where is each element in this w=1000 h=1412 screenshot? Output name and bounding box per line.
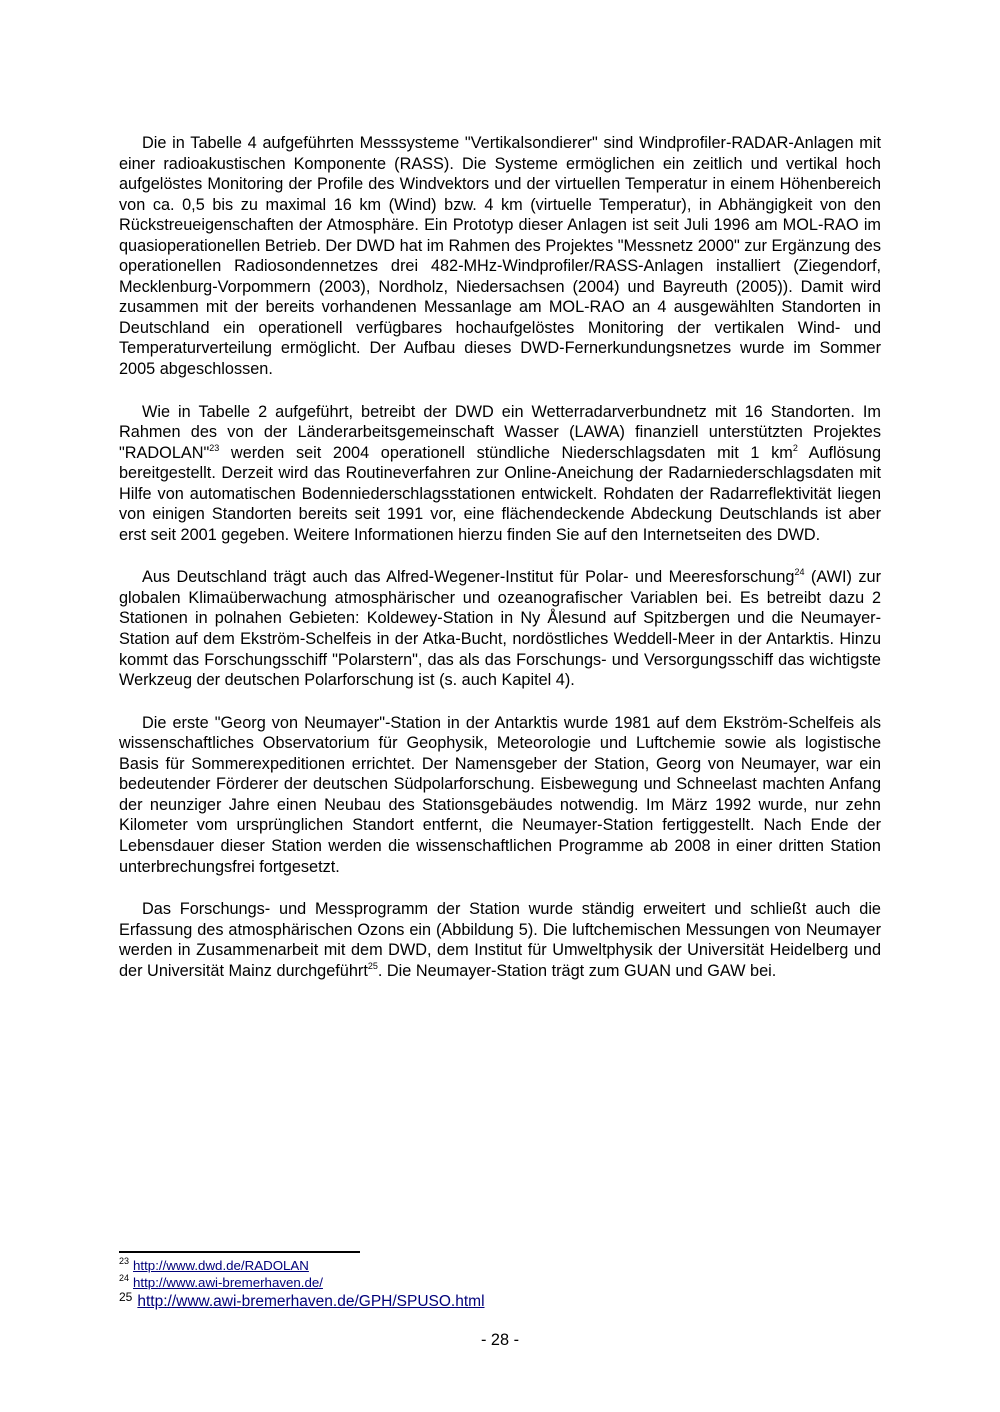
footnote-link-spuso[interactable]: http://www.awi-bremerhaven.de/GPH/SPUSO.html xyxy=(137,1293,485,1310)
footnote-number: 24 xyxy=(119,1273,130,1283)
paragraph-text: Die erste "Georg von Neumayer"-Station in der Antarktis wurde 1981 auf dem Ekström-Schelfeis als wissenschaftliches Observatorium für Geophysik, Meteorologie und Luftchemie sowie als logistische Basis für Sommerexpeditionen errichtet. Der Namensgeber der Station, Georg von Neumayer, war ein bedeutender Förderer der deutschen Südpolarforschung. Eisbewegung und Schneelast machten Anfang der neunziger Jahre einen Neubau des Stationsgebäudes notwendig. Im März 1992 wurde, nur zehn Kilometer vom ursprünglichen Standort entfernt, die Neumayer-Station fertiggestellt. Nach Ende der Lebensdauer dieser Station werden die wissenschaftlichen Programme ab 2008 in einer dritten Station unterbrechungsfrei fortgesetzt. xyxy=(119,713,881,876)
paragraph-neumayer-station xyxy=(119,713,881,877)
superscript-squared: 2 xyxy=(792,442,798,453)
footnote-25 xyxy=(119,1290,719,1311)
footnote-number: 23 xyxy=(119,1256,130,1266)
footnote-24 xyxy=(119,1275,719,1292)
paragraph-text: . Die Neumayer-Station trägt zum GUAN und GAW bei. xyxy=(377,961,777,980)
page-number: - 28 - xyxy=(480,1331,519,1349)
paragraph-text: Das Forschungs- und Messprogramm der Station wurde ständig erweitert und schließt auch die Erfassung des atmosphärischen Ozons ein (Abbildung 5). Die luftchemischen Messungen von Neumayer werden in Zusammenarbeit mit dem DWD, dem Institut für Umweltphysik der Universität Heidelberg und der Universität Mainz durchgeführt xyxy=(119,900,881,980)
paragraph-messprogramm xyxy=(119,899,881,981)
paragraph-awi xyxy=(119,567,881,690)
paragraph-text: Aus Deutschland trägt auch das Alfred-Wegener-Institut für Polar- und Meeresforschung xyxy=(142,568,795,587)
paragraph-text: werden seit 2004 operationell stündliche Niederschlagsdaten mit 1 km xyxy=(219,443,793,462)
paragraph-text: Auflösung bereitgestellt. Derzeit wird das Routineverfahren zur Online-Aneichung der Radarniederschlagsdaten mit Hilfe von automatischen Bodenniederschlagsstationen entwickelt. Rohdaten der Radarreflektivität liegen von einigen Standorten bereits seit 1991 vor, eine flächendeckende Abdeckung Deutschlands ist aber erst seit 2001 gegeben. Weitere Informationen hierzu finden Sie auf den Internetseiten des DWD. xyxy=(119,443,881,544)
footnotes xyxy=(119,1258,719,1311)
footnote-ref-25[interactable]: 25 xyxy=(367,960,378,971)
paragraph-wetterradar xyxy=(119,402,881,546)
body-text xyxy=(119,133,881,1003)
footnote-number: 25 xyxy=(119,1290,133,1304)
footnote-ref-23[interactable]: 23 xyxy=(209,442,220,453)
footnote-separator xyxy=(119,1251,360,1253)
paragraph-text: (AWI) zur globalen Klimaüberwachung atmosphärischer und ozeanografischer Variablen bei. Es betreibt dazu 2 Stationen in polnahen Gebieten: Koldewey-Station in Ny Ålesund auf Spitzbergen und die Neumayer-Station auf dem Ekström-Schelfeis in der Atka-Bucht, nordöstliches Weddell-Meer in der Antarktis. Hinzu kommt das Forschungsschiff "Polarstern", das als das Forschungs- und Versorgungsschiff das wichtigste Werkzeug der deutschen Polarforschung ist (s. auch Kapitel 4). xyxy=(119,568,881,690)
footnote-23 xyxy=(119,1258,719,1275)
footnote-link-radolan[interactable]: http://www.dwd.de/RADOLAN xyxy=(133,1258,309,1273)
footnote-link-awi[interactable]: http://www.awi-bremerhaven.de/ xyxy=(133,1275,323,1290)
paragraph-vertikalsondierer xyxy=(119,133,881,380)
paragraph-text: Wie in Tabelle 2 aufgeführt, betreibt der DWD ein Wetterradarverbundnetz mit 16 Standorten. Im Rahmen des von der Länderarbeitsgemeinschaft Wasser (LAWA) finanziell unterstützten Projektes "RADOLAN" xyxy=(119,402,881,462)
paragraph-text: Die in Tabelle 4 aufgeführten Messsysteme "Vertikalsondierer" sind Windprofiler-RADAR-Anlagen mit einer radioakustischen Komponente (RASS). Die Systeme ermöglichen ein zeitlich und vertikal hoch aufgelöstes Monitoring der Profile des Windvektors und der virtuellen Temperatur in einem Höhenbereich von ca. 0,5 bis zu maximal 16 km (Wind) bzw. 4 km (virtuelle Temperatur), in Abhängigkeit von den Rückstreueigenschaften der Atmosphäre. Ein Prototyp dieser Anlagen ist seit Juli 1996 am MOL-RAO im quasioperationellen Betrieb. Der DWD hat im Rahmen des Projektes "Messnetz 2000" zur Ergänzung des operationellen Radiosondennetzes drei 482-MHz-Windprofiler/RASS-Anlagen installiert (Ziegendorf, Mecklenburg-Vorpommern (2003), Nordholz, Niedersachsen (2004) und Bayreuth (2005)). Damit wird zusammen mit der bereits vorhandenen Messanlage am MOL-RAO an 4 ausgewählten Standorten in Deutschland ein operationell verfügbares hochaufgelöstes Monitoring der vertikalen Wind- und Temperaturverteilung ermöglicht. Der Aufbau dieses DWD-Fernerkundungsnetzes wurde im Sommer 2005 abgeschlossen. xyxy=(119,134,881,379)
footnote-ref-24[interactable]: 24 xyxy=(794,567,805,578)
